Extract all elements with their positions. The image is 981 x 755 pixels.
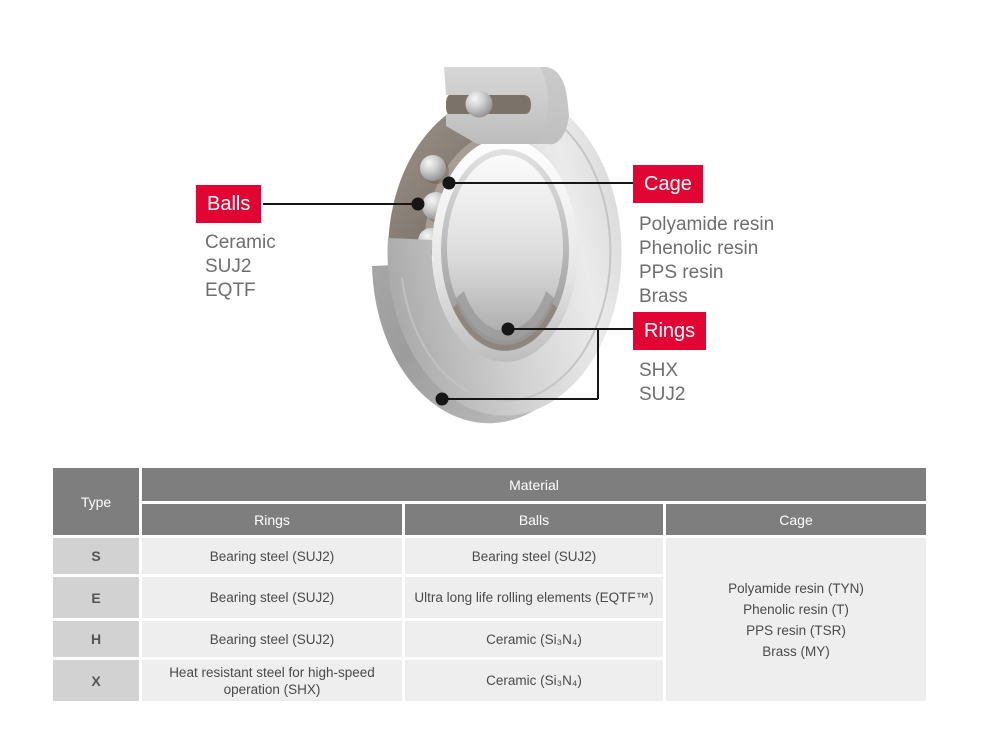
table-header-material: Material: [142, 468, 926, 501]
balls-cell: Bearing steel (SUJ2): [405, 538, 663, 574]
rings-cell: Heat resistant steel for high-speed operation (SHX): [142, 660, 402, 701]
cage-cell-line: Phenolic resin (T): [743, 601, 849, 617]
material-table: [50, 465, 929, 704]
balls-cell: Ceramic (Si₃N₄): [405, 621, 663, 657]
cage-material-list: [639, 213, 774, 309]
cage-label: Cage: [633, 165, 703, 203]
cage-material-item: PPS resin: [639, 262, 724, 283]
cage-material-item: Polyamide resin: [639, 214, 775, 235]
rings-material-item: SHX: [639, 360, 679, 381]
cage-cell-line: Brass (MY): [762, 643, 830, 659]
table-header-cage: Cage: [666, 504, 926, 535]
ball: [466, 91, 493, 118]
rings-material-item: SUJ2: [639, 384, 686, 405]
balls-material-item: EQTF: [205, 280, 256, 301]
balls-label: Balls: [196, 185, 261, 223]
balls-cell: Ceramic (Si₃N₄): [405, 660, 663, 701]
cage-material-item: Phenolic resin: [639, 238, 759, 259]
balls-material-item: Ceramic: [205, 232, 276, 253]
table-header-balls: Balls: [405, 504, 663, 535]
balls-cell: Ultra long life rolling elements (EQTF™): [405, 577, 663, 618]
cage-cell-line: PPS resin (TSR): [746, 622, 846, 638]
rings-material-list: [639, 359, 685, 407]
cage-dot: [443, 177, 456, 190]
cage-merged-cell: [666, 538, 926, 701]
balls-material-list: [205, 231, 276, 303]
type-cell: X: [53, 660, 139, 701]
ball: [420, 155, 446, 181]
table-header-rings: Rings: [142, 504, 402, 535]
rings-dot: [502, 323, 515, 336]
table-header-type: Type: [53, 468, 139, 535]
rings-cell: Bearing steel (SUJ2): [142, 538, 402, 574]
rings-label: Rings: [633, 312, 706, 350]
rings-dot: [436, 393, 449, 406]
table-row: [53, 538, 926, 574]
type-cell: S: [53, 538, 139, 574]
cage-material-item: Brass: [639, 286, 688, 307]
balls-dot: [412, 198, 425, 211]
rings-cell: Bearing steel (SUJ2): [142, 621, 402, 657]
balls-material-item: SUJ2: [205, 256, 252, 277]
rings-cell: Bearing steel (SUJ2): [142, 577, 402, 618]
cage-cell-line: Polyamide resin (TYN): [728, 580, 864, 596]
type-cell: E: [53, 577, 139, 618]
type-cell: H: [53, 621, 139, 657]
